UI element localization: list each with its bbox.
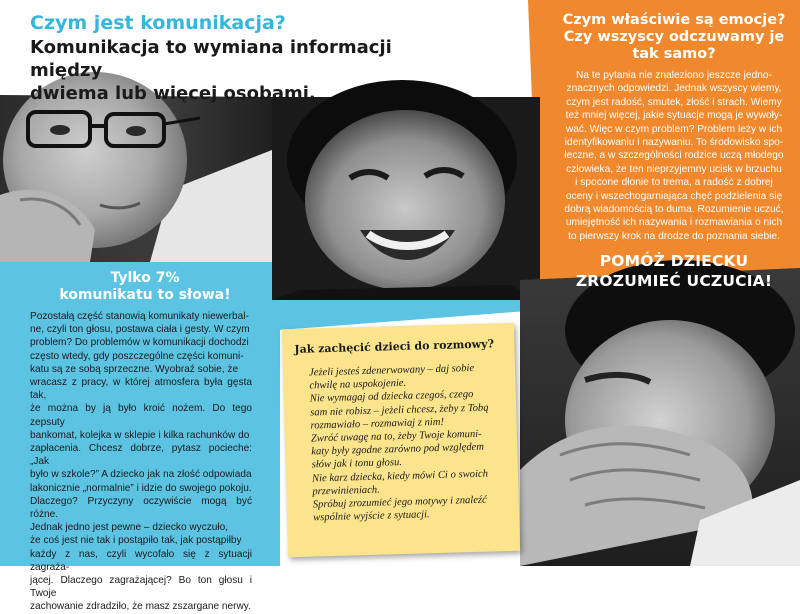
nonverbal-section	[30, 270, 252, 614]
tip-line: przewinieniach.	[312, 484, 380, 498]
nonverbal-body-line: lakonicznie „normalnie” i idzie do swojego pokoju.	[30, 482, 252, 494]
intro-heading	[30, 12, 470, 105]
tip-line: wspólnie wyjście z sytuacji.	[312, 509, 430, 524]
intro-answer-line: Komunikacja to wymiana informacji między	[30, 37, 392, 81]
nonverbal-body-line: zachowanie zdradziło, że masz zszargane nerwy.	[30, 601, 251, 613]
tip-line: słów jak i tonu głosu.	[311, 457, 403, 471]
nonverbal-body-line: Jednak jedno jest pewne – dziecko wyczuło,	[30, 522, 229, 534]
nonverbal-body-line: każdy z nas, czyli wycofało się z sytuacji zagraża-	[30, 548, 252, 573]
emotions-body-line: umiejętność ich nazywania i rozmawiania o nich	[565, 217, 783, 229]
nonverbal-title-line: Tylko 7%	[110, 270, 180, 286]
nonverbal-body-line: zapłacenia. Chcesz dobrze, pytasz pocieche: „Jak	[30, 443, 252, 468]
nonverbal-body-line: że można by ją było kroić nożem. Do tego zepsuty	[30, 403, 252, 428]
emotions-body-line: to pierwszy krok na drodze do poznania siebie.	[568, 230, 780, 242]
emotions-body-line: czym jest radość, smutek, złość i strach. Wiemy	[566, 96, 782, 108]
help-child-callout	[556, 251, 792, 291]
tip-line: rozmawiało – rozmawiaj z nim!	[310, 416, 445, 432]
emotions-body-line: oceny i wszechogarniająca chęć podzielenia się	[565, 190, 783, 202]
emotions-title-line: tak samo?	[632, 46, 716, 62]
emotions-body-line: wać. Więc w czym problem? Problem leży w ich	[565, 123, 783, 135]
callout-line: POMÓŻ DZIECKU	[599, 252, 749, 271]
emotions-body-line: i spocone dłonie to trema, a radość z dobrej	[575, 177, 773, 189]
emotions-body-line: identyfikowaniu i nazywaniu. To środowisko spo-	[564, 137, 784, 149]
tip-line: Zwróć uwagę na to, żeby Twoje komuni-	[310, 428, 482, 445]
nonverbal-body-line: było w szkole?” A dziecko jak na złość odpowiada	[30, 469, 252, 481]
emotions-section	[556, 12, 792, 291]
tip-line: Spróbuj zrozumieć jego motywy i znaleźć	[312, 494, 487, 511]
nonverbal-body-line: Dlaczego? Przyczyny oczywiście mogą być różne.	[30, 495, 252, 521]
nonverbal-body-line: ne, czyli ton głosu, postawa ciała i gesty. W czym	[30, 324, 250, 336]
tips-list	[309, 361, 509, 525]
emotions-body-line: też mniej więcej, jakie sytuacje mogą je wywoły-	[565, 110, 783, 122]
tip-line: Nie karz dziecka, kiedy mówi Ci o swoich	[311, 468, 489, 485]
nonverbal-body-line: bankomat, kolejka w sklepie i kilka rachunków do	[30, 429, 250, 441]
nonverbal-body-line: katu są ze sobą sprzeczne. Wyobraź sobie, że	[30, 363, 239, 375]
emotions-body-line: znacznych odpowiedzi. Jednak wszyscy wiemy,	[566, 83, 782, 95]
intro-question: Czym jest komunikacja?	[30, 12, 286, 34]
emotions-body	[556, 69, 792, 243]
nonverbal-body-line: że coś jest nie tak i postąpiło tak, jak postąpiłby	[30, 535, 242, 547]
emotions-title-line: Czym właściwie są emocje?	[562, 12, 786, 28]
tip-line: sam nie robisz – jeżeli chcesz, żeby z Tobą	[310, 402, 489, 419]
tip-line: katy były zgodne zarówno pod względem	[311, 441, 485, 458]
intro-answer-line: dwiema lub więcej osobami.	[30, 83, 316, 104]
emotions-title-line: Czy wszyscy odczuwamy je	[563, 29, 785, 45]
nonverbal-body	[30, 310, 252, 614]
intro-answer	[30, 36, 470, 105]
nonverbal-body-line: jącej. Dlaczego zagrażającej? Bo ton głosu i Twoje	[30, 575, 252, 600]
tip-line: chwilę na uspokojenie.	[309, 378, 407, 392]
tip-line: Nie wymagaj od dziecka czegoś, czego	[309, 389, 474, 405]
tip-line: Jeżeli jesteś zdenerwowany – daj sobie	[308, 362, 475, 379]
emotions-title	[556, 12, 792, 63]
emotions-body-line: dobrą wiadomością to duma. Rozumienie uczuć,	[564, 204, 784, 216]
nonverbal-body-line: Pozostałą część stanowią komunikaty niewerbal-	[30, 311, 249, 322]
emotions-body-line: Na te pytania nie znaleziono jeszcze jedno-	[576, 70, 772, 81]
nonverbal-body-line: wracasz z pracy, w której atmosfera była gęsta tak,	[30, 377, 252, 402]
tips-title: Jak zachęcić dzieci do rozmowy?	[294, 337, 495, 356]
emotions-body-line: łeczne, a w szczególności rodzice uczą młodego	[564, 150, 784, 162]
nonverbal-body-line: często wtedy, gdy poszczególne części komuni-	[30, 350, 244, 362]
callout-line: ZROZUMIEĆ UCZUCIA!	[575, 272, 773, 291]
emotions-body-line: człowieka, że ten nieprzyjemny ucisk w brzuchu	[566, 163, 782, 175]
nonverbal-title-line: komunikatu to słowa!	[59, 287, 231, 303]
tips-sticky-note	[282, 323, 520, 557]
nonverbal-body-line: problem? Do problemów w komunikacji dochodzi	[30, 337, 249, 349]
nonverbal-title	[30, 270, 252, 304]
